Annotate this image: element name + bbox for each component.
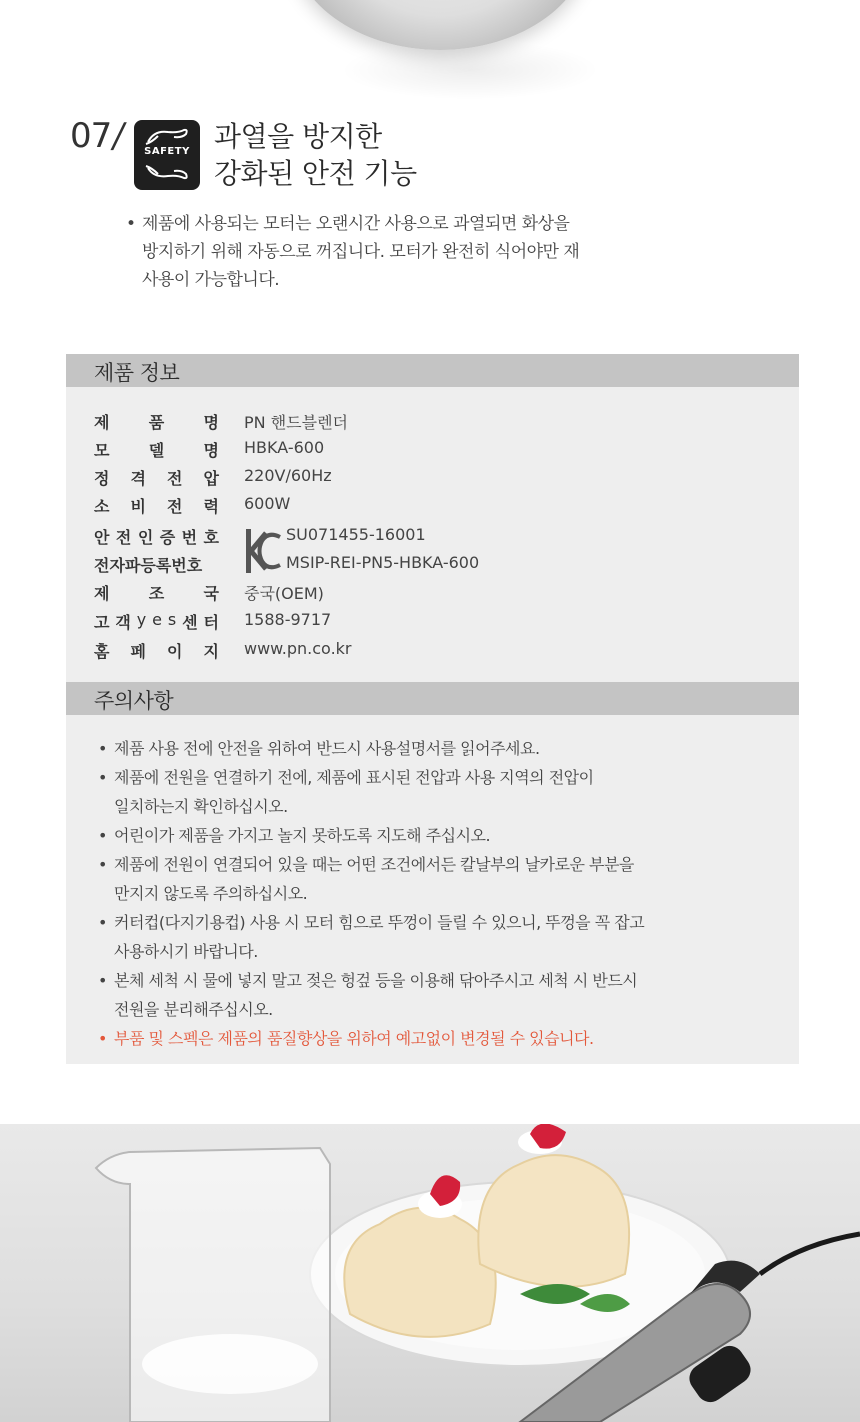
spec-label-char: 델 xyxy=(148,441,165,460)
caution-line: • 제품에 전원이 연결되어 있을 때는 어떤 조건에서든 칼날부의 날카로운 부분을 xyxy=(114,855,634,874)
spec-label-char: 전 xyxy=(167,497,183,516)
spec-label-char: 전자파등록번호 xyxy=(94,556,203,575)
product-info-heading: 제품 정보 xyxy=(94,361,180,385)
product-info-header xyxy=(66,354,799,387)
spec-label-char: 명 xyxy=(203,413,219,432)
bullet: • xyxy=(126,214,136,234)
spec-label-char: 번 xyxy=(181,528,198,547)
caution-line: 만지지 않도록 주의하십시오. xyxy=(114,884,308,903)
spec-label-char: 품 xyxy=(148,413,165,432)
spec-label xyxy=(94,581,219,609)
spec-label-char: 터 xyxy=(203,613,219,632)
spec-label-char: 호 xyxy=(203,528,219,547)
spec-value: HBKA-600 xyxy=(244,438,325,457)
spec-label-char: e xyxy=(152,610,162,629)
feature-desc-line: 방지하기 위해 자동으로 꺼집니다. 모터가 완전히 식어야만 재 xyxy=(142,242,580,262)
caution-line: 사용하시기 바랍니다. xyxy=(114,942,258,961)
caution-item xyxy=(98,821,778,850)
caution-item xyxy=(98,966,778,1024)
bowl-shadow xyxy=(340,40,600,100)
spec-label xyxy=(94,553,219,581)
spec-label-char: 고 xyxy=(94,613,110,632)
spec-label-char: 객 xyxy=(115,613,131,632)
kc-certification-icon xyxy=(244,527,282,575)
caution-warning: • 부품 및 스펙은 제품의 품질향상을 위하여 예고없이 변경될 수 있습니다. xyxy=(98,1024,778,1053)
spec-label-char: y xyxy=(136,610,147,629)
feature-desc-line: 제품에 사용되는 모터는 오랜시간 사용으로 과열되면 화상을 xyxy=(142,214,570,234)
bowl xyxy=(290,0,590,50)
spec-label-char: 전 xyxy=(115,528,132,547)
spec-label-char: 압 xyxy=(203,469,219,488)
spec-value: 중국(OEM) xyxy=(244,584,324,603)
spec-value: SU071455-16001 xyxy=(286,525,426,544)
spec-value: www.pn.co.kr xyxy=(244,639,352,658)
spec-label-char: 이 xyxy=(167,642,183,661)
spec-label xyxy=(94,466,219,494)
spec-label xyxy=(94,410,219,438)
safety-hands-icon xyxy=(134,120,200,190)
feature-number: 07/ xyxy=(70,116,128,156)
caution-line: • 어린이가 제품을 가지고 놀지 못하도록 지도해 주십시오. xyxy=(114,826,491,845)
feature-title-line2: 강화된 안전 기능 xyxy=(214,157,417,190)
caution-line: • 제품 사용 전에 안전을 위하여 반드시 사용설명서를 읽어주세요. xyxy=(114,739,540,758)
caution-line: 일치하는지 확인하십시오. xyxy=(114,797,288,816)
product-bowl-image xyxy=(0,0,860,100)
safety-icon-label: SAFETY xyxy=(144,146,190,157)
spec-label xyxy=(94,639,219,667)
spec-label-char: 센 xyxy=(182,613,198,632)
spec-label-char: 인 xyxy=(137,528,154,547)
caution-item xyxy=(98,850,778,908)
spec-label-char: 페 xyxy=(130,642,146,661)
spec-label-char: 모 xyxy=(94,441,110,460)
spec-label-char: s xyxy=(167,610,177,629)
spec-label-char: 소 xyxy=(94,497,110,516)
caution-item xyxy=(98,763,778,821)
spec-label xyxy=(94,438,219,466)
caution-item xyxy=(98,908,778,966)
spec-label-char: 지 xyxy=(203,642,219,661)
cautions-list xyxy=(98,734,778,1053)
spec-label-char: 명 xyxy=(203,441,219,460)
spec-label-char: 홈 xyxy=(94,642,110,661)
cautions-header xyxy=(66,682,799,715)
caution-line: 전원을 분리해주십시오. xyxy=(114,1000,273,1019)
spec-label-char: 비 xyxy=(130,497,146,516)
spec-value: 220V/60Hz xyxy=(244,466,332,485)
caution-item xyxy=(98,734,778,763)
spec-label xyxy=(94,494,219,522)
spec-label-char: 안 xyxy=(94,528,110,547)
feature-description xyxy=(126,210,686,294)
spec-label-char: 정 xyxy=(94,469,110,488)
caution-line: • 커터컵(다지기용컵) 사용 시 모터 힘으로 뚜껑이 들릴 수 있으니, 뚜껑을 꼭 잡고 xyxy=(114,913,645,932)
spec-value: MSIP-REI-PN5-HBKA-600 xyxy=(286,553,480,572)
spec-value: 600W xyxy=(244,494,291,513)
spec-value: PN 핸드블렌더 xyxy=(244,413,348,432)
spec-value: 1588-9717 xyxy=(244,610,332,629)
spec-label xyxy=(94,610,219,638)
spec-label-char: 제 xyxy=(94,413,110,432)
spec-label-char: 력 xyxy=(203,497,219,516)
spec-label-char: 제 xyxy=(94,584,110,603)
spec-label-char: 격 xyxy=(130,469,146,488)
spec-label xyxy=(94,525,219,553)
feature-desc-line: 사용이 가능합니다. xyxy=(142,270,280,290)
spec-label-char: 국 xyxy=(203,584,219,603)
caution-line: • 제품에 전원을 연결하기 전에, 제품에 표시된 전압과 사용 지역의 전압이 xyxy=(114,768,594,787)
spec-label-char: 증 xyxy=(159,528,176,547)
spec-label-char: 조 xyxy=(148,584,165,603)
feature-title xyxy=(214,118,417,192)
caution-line: • 본체 세척 시 물에 넣지 말고 젖은 헝겊 등을 이용해 닦아주시고 세척 시 반드시 xyxy=(114,971,638,990)
spec-label-char: 전 xyxy=(167,469,183,488)
cautions-heading: 주의사항 xyxy=(94,689,174,713)
product-photo xyxy=(0,1124,860,1422)
feature-title-line1: 과열을 방지한 xyxy=(214,120,382,153)
